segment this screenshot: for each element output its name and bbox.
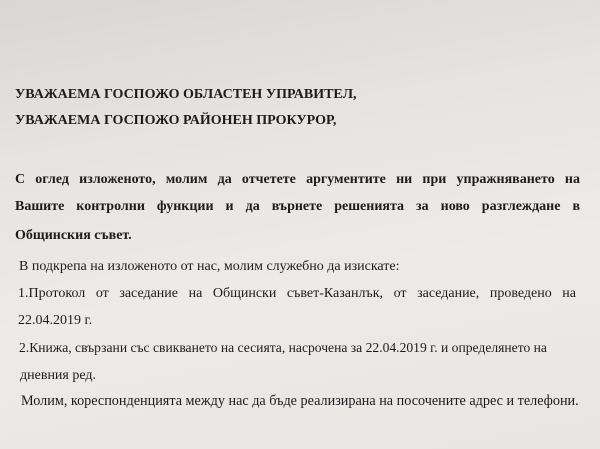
list-item-continuation: 22.04.2019 г. [18, 313, 93, 328]
correspondence-note: Молим, кореспонденцията между нас да бъде реализирана на посочените адрес и телефони. [21, 393, 579, 409]
request-line: Вашите контролни функции и да върнете решенията за ново разглеждане в [15, 199, 580, 214]
salutation-district-prosecutor: УВАЖАЕМА ГОСПОЖО РАЙОНЕН ПРОКУРОР, [15, 113, 337, 128]
list-item: 1.Протокол от заседание на Общински съвет-Казанлък, от заседание, проведено на [18, 286, 576, 301]
salutation-regional-governor: УВАЖАЕМА ГОСПОЖО ОБЛАСТЕН УПРАВИТЕЛ, [15, 87, 357, 102]
request-line: С оглед изложеното, молим да отчетете аргументите ни при упражняването на [15, 172, 580, 187]
list-item-continuation: дневния ред. [20, 368, 97, 383]
request-line: Общинския съвет. [15, 228, 132, 243]
list-item: 2.Книжа, свързани със свикването на сесията, насрочена за 22.04.2019 г. и определянето на [19, 340, 547, 355]
support-intro: В подкрепа на изложеното от нас, молим служебно да изискате: [19, 259, 400, 274]
